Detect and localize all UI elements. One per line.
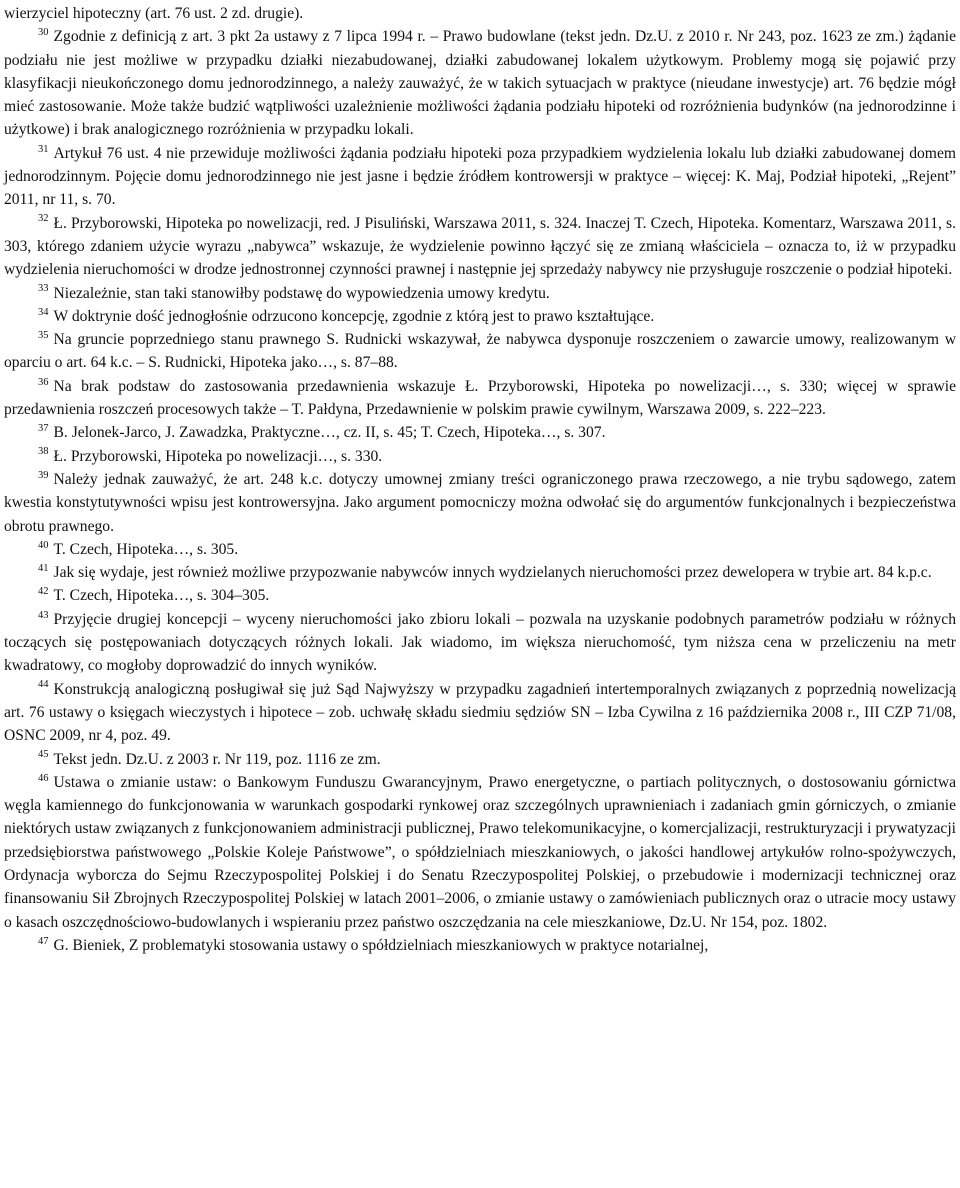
footnote-number: 42 [38, 586, 49, 598]
footnote-text: Niezależnie, stan taki stanowiłby podstawę do wypowiedzenia umowy kredytu. [53, 284, 550, 302]
footnote-45 [4, 748, 956, 771]
footnote-text: Jak się wydaje, jest również możliwe przypozwanie nabywców innych wydzielanych nieruchomości przez dewelopera w trybie art. 84 k.p.c. [53, 564, 932, 582]
footnote-text: B. Jelonek-Jarco, J. Zawadzka, Praktyczne…, cz. II, s. 45; T. Czech, Hipoteka…, s. 307. [53, 424, 606, 442]
footnote-43 [4, 608, 956, 678]
footnote-number: 41 [38, 562, 49, 574]
footnote-number: 38 [38, 446, 49, 458]
footnote-text: Na gruncie poprzedniego stanu prawnego S. Rudnicki wskazywał, że nabywca dysponuje roszczeniem o zawarcie umowy, realizowanym w oparciu o art. 64 k.c. – S. Rudnicki, Hipoteka jako…, s. 87–88. [4, 331, 956, 372]
footnote-42 [4, 584, 956, 607]
footnote-38 [4, 445, 956, 468]
footnote-46 [4, 771, 956, 934]
footnote-32 [4, 212, 956, 282]
footnote-text: Konstrukcją analogiczną posługiwał się już Sąd Najwyższy w przypadku zagadnień intertemporalnych związanych z poprzednią nowelizacją art. 76 ustawy o księgach wieczystych i hipotece – zob. uchwałę składu siedmiu sędziów SN – Izba Cywilna z 16 października 2008 r., III CZP 71/08, OSNC 2009, nr 4, poz. 49. [4, 680, 956, 745]
footnote-41 [4, 561, 956, 584]
footnote-number: 36 [38, 376, 49, 388]
footnote-40 [4, 538, 956, 561]
footnote-text: Ł. Przyborowski, Hipoteka po nowelizacji…, s. 330. [53, 447, 383, 465]
footnote-text: T. Czech, Hipoteka…, s. 304–305. [53, 587, 270, 605]
footnote-continuation [4, 2, 956, 25]
footnote-number: 31 [38, 143, 49, 155]
footnote-number: 47 [38, 935, 49, 947]
footnote-text: Ustawa o zmianie ustaw: o Bankowym Funduszu Gwarancyjnym, Prawo energetyczne, o partiach politycznych, o dostosowaniu górnictwa węgla kamiennego do funkcjonowania w warunkach gospodarki rynkowej oraz szczególnych uprawnieniach i zadaniach gmin górniczych, o zmianie niektórych ustaw związanych z funkcjonowaniem administracji publicznej, Prawo telekomunikacyjne, o komercjalizacji, restrukturyzacji i prywatyzacji przedsiębiorstwa państwowego „Polskie Koleje Państwowe”, o spółdzielniach mieszkaniowych, o jakości handlowej artykułów rolno-spożywczych, Ordynacja wyborcza do Sejmu Rzeczypospolitej Polskiej i do Senatu Rzeczypospolitej Polskiej, o przebudowie i modernizacji technicznej oraz finansowaniu Sił Zbrojnych Rzeczypospolitej Polskiej w latach 2001–2006, o zmianie ustawy o zamówieniach publicznych oraz o utracie mocy ustawy o kasach oszczędnościowo-budowlanych i wspieraniu przez państwo oszczędzania na cele mieszkaniowe, Dz.U. Nr 154, poz. 1802. [4, 773, 956, 931]
footnote-text: G. Bieniek, Z problematyki stosowania ustawy o spółdzielniach mieszkaniowych w praktyce notarialnej, [53, 936, 709, 954]
footnote-30 [4, 25, 956, 141]
footnote-number: 35 [38, 329, 49, 341]
footnote-text: Na brak podstaw do zastosowania przedawnienia wskazuje Ł. Przyborowski, Hipoteka po nowelizacji…, s. 330; więcej w sprawie przedawnienia roszczeń procesowych także – T. Pałdyna, Przedawnienie w polskim prawie cywilnym, Warszawa 2009, s. 222–223. [4, 377, 956, 419]
footnote-text: Zgodnie z definicją z art. 3 pkt 2a ustawy z 7 lipca 1994 r. – Prawo budowlane (tekst jedn. Dz.U. z 2010 r. Nr 243, poz. 1623 ze zm.) żądanie podziału nie jest możliwe w przypadku działki niezabudowanej, działki zabudowanej lokalem użytkowym. Problemy mogą się pojawić przy klasyfikacji nieukończonego domu jednorodzinnego, a należy zauważyć, że w takich sytuacjach w praktyce (nieudane inwestycje) art. 76 będzie mógł mieć zastosowanie. Może także budzić wątpliwości uzależnienie możliwości żądania podziału hipoteki od rozróżnienia budynków (na jednorodzinne i użytkowe) i brak analogicznego rozróżnienia w przypadku lokali. [4, 28, 956, 139]
footnote-number: 40 [38, 539, 49, 551]
footnote-text: Należy jednak zauważyć, że art. 248 k.c. dotyczy umownej zmiany treści ograniczonego prawa rzeczowego, a nie trybu sądowego, zatem kwestia konstytutywności wpisu jest kontrowersyjna. Jako argument pomocniczy można odwołać się do argumentów funkcjonalnych i bezpieczeństwa obrotu prawnego. [4, 470, 956, 535]
footnote-37 [4, 421, 956, 444]
footnote-33 [4, 282, 956, 305]
footnote-number: 34 [38, 306, 49, 318]
footnote-number: 45 [38, 749, 49, 761]
footnote-number: 46 [38, 772, 49, 784]
footnote-44 [4, 678, 956, 748]
footnote-number: 44 [38, 679, 49, 691]
footnote-number: 39 [38, 469, 49, 481]
footnote-text: wierzyciel hipoteczny (art. 76 ust. 2 zd. drugie). [4, 5, 304, 22]
footnote-text: Artykuł 76 ust. 4 nie przewiduje możliwości żądania podziału hipoteki poza przypadkiem wydzielenia lokalu lub działki zabudowanej domem jednorodzinnym. Pojęcie domu jednorodzinnego nie jest jasne i będzie źródłem kontrowersji w praktyce – więcej: K. Maj, Podział hipoteki, „Rejent” 2011, nr 11, s. 70. [4, 144, 956, 209]
footnote-text: W doktrynie dość jednogłośnie odrzucono koncepcję, zgodnie z którą jest to prawo kształtujące. [53, 307, 655, 325]
footnote-36 [4, 375, 956, 422]
footnote-31 [4, 142, 956, 212]
footnote-text: Przyjęcie drugiej koncepcji – wyceny nieruchomości jako zbioru lokali – pozwala na uzyskanie podobnych parametrów podziału w różnych toczących się postępowaniach dotyczących różnych lokali. Jak wiadomo, im większa nieruchomość, tym niższa cena w przeliczeniu na metr kwadratowy, co mogłoby doprowadzić do innych wyników. [4, 610, 956, 675]
footnote-number: 37 [38, 423, 49, 435]
footnote-34 [4, 305, 956, 328]
footnote-number: 30 [38, 27, 49, 39]
footnote-35 [4, 328, 956, 375]
footnote-text: Tekst jedn. Dz.U. z 2003 r. Nr 119, poz. 1116 ze zm. [53, 750, 381, 768]
footnote-number: 32 [38, 213, 49, 225]
footnote-text: Ł. Przyborowski, Hipoteka po nowelizacji, red. J Pisuliński, Warszawa 2011, s. 324. Inaczej T. Czech, Hipoteka. Komentarz, Warszawa 2011, s. 303, którego zdaniem użycie wyrazu „nabywca” wskazuje, że wydzielenie powinno łączyć się ze zmianą właściciela – oznacza to, iż w przypadku wydzielenia nieruchomości w drodze jednostronnej czynności prawnej i następnie jej sprzedaży nabywcy nie przysługuje roszczenie o podział hipoteki. [4, 214, 956, 279]
footnote-47 [4, 934, 956, 957]
footnote-number: 43 [38, 609, 49, 621]
footnote-text: T. Czech, Hipoteka…, s. 305. [53, 540, 239, 558]
footnote-number: 33 [38, 283, 49, 295]
footnote-39 [4, 468, 956, 538]
